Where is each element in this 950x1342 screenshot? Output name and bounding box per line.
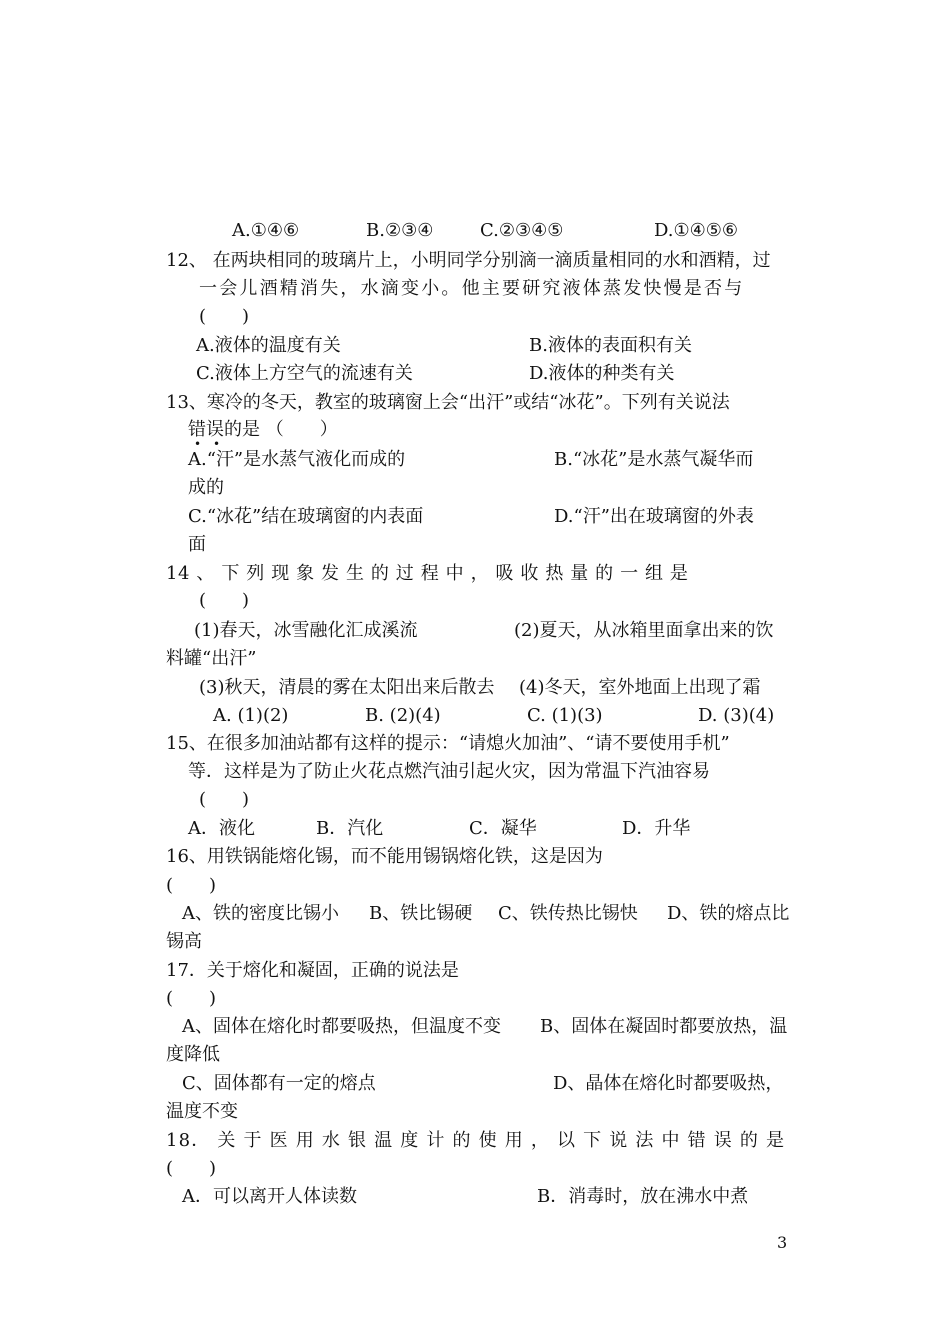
q11-option-b: B.②③④	[366, 220, 434, 241]
q12-option-b: B.液体的表面积有关	[529, 335, 692, 356]
q15-stem-line1: 15、在很多加油站都有这样的提示：“请熄火加油”、“请不要使用手机”	[166, 733, 730, 754]
q13-option-c: C.“冰花”结在玻璃窗的内表面	[188, 506, 424, 527]
q13-option-b: B.“冰花”是水蒸气凝华而	[554, 449, 754, 470]
q11-option-c: C.②③④⑤	[480, 220, 564, 241]
q15-answer-paren: ( )	[199, 789, 250, 810]
q14-stem-line1: 14 、 下 列 现 象 发 生 的 过 程 中 ， 吸 收 热 量 的 一 组 是	[166, 563, 689, 584]
q14-option-d: D. (3)(4)	[698, 705, 775, 726]
q14-item-1: (1)春天，冰雪融化汇成溪流	[194, 620, 418, 641]
q18-stem-line1: 18． 关 于 医 用 水 银 温 度 计 的 使 用 ， 以 下 说 法 中 错 误 的 是	[166, 1130, 786, 1151]
q14-option-a: A. (1)(2)	[213, 705, 289, 726]
q16-option-d: D、铁的熔点比	[667, 903, 790, 924]
q12-option-c: C.液体上方空气的流速有关	[196, 363, 413, 384]
q14-option-b: B. (2)(4)	[365, 705, 441, 726]
q11-option-d: D.①④⑤⑥	[654, 220, 739, 241]
q13-stem-line2: 错误的是 （ ）	[188, 419, 338, 440]
q12-stem-line2: 一会儿酒精消失，水滴变小。他主要研究液体蒸发快慢是否与	[199, 278, 745, 299]
q13-option-d-cont: 面	[188, 534, 206, 555]
q17-option-a: A、固体在熔化时都要吸热，但温度不变	[182, 1016, 501, 1037]
q17-option-b: B、固体在凝固时都要放热，温	[540, 1016, 788, 1037]
q14-item-3: (3)秋天，清晨的雾在太阳出来后散去	[199, 677, 495, 698]
q16-stem-line1: 16、用铁锅能熔化锡，而不能用锡锅熔化铁，这是因为	[166, 846, 603, 867]
emphasis-dot: •	[213, 437, 221, 451]
q16-option-a: A、铁的密度比锡小	[182, 903, 339, 924]
q14-item-2-cont: 料罐“出汗”	[166, 648, 257, 669]
q14-option-c: C. (1)(3)	[527, 705, 603, 726]
q12-option-d: D.液体的种类有关	[529, 363, 675, 384]
q14-answer-paren: ( )	[199, 590, 250, 611]
q17-option-d-cont: 温度不变	[166, 1101, 238, 1122]
q15-option-a: A．液化	[188, 818, 255, 839]
q16-option-b: B、铁比锡硬	[369, 903, 473, 924]
emphasis-dot: •	[194, 437, 202, 451]
q17-stem-line1: 17．关于熔化和凝固，正确的说法是	[166, 960, 459, 981]
q17-answer-paren: ( )	[166, 988, 217, 1009]
q17-option-c: C、固体都有一定的熔点	[182, 1073, 376, 1094]
q18-answer-paren: ( )	[166, 1158, 217, 1179]
q12-option-a: A.液体的温度有关	[196, 335, 341, 356]
q18-option-a: A．可以离开人体读数	[182, 1186, 357, 1207]
q17-option-b-cont: 度降低	[166, 1044, 220, 1065]
q17-option-d: D、晶体在熔化时都要吸热，	[553, 1073, 784, 1094]
q14-item-2: (2)夏天，从冰箱里面拿出来的饮	[514, 620, 774, 641]
q14-item-4: (4)冬天，室外地面上出现了霜	[519, 677, 761, 698]
q16-option-c: C、铁传热比锡快	[498, 903, 638, 924]
q13-option-b-cont: 成的	[188, 477, 224, 498]
q11-option-a: A.①④⑥	[232, 220, 300, 241]
q16-answer-paren: ( )	[166, 875, 217, 896]
q15-stem-line2: 等．这样是为了防止火花点燃汽油引起火灾，因为常温下汽油容易	[188, 761, 710, 782]
q16-option-d-cont: 锡高	[166, 931, 202, 952]
q18-option-b: B．消毒时，放在沸水中煮	[537, 1186, 749, 1207]
q13-option-d: D.“汗”出在玻璃窗的外表	[554, 506, 754, 527]
q15-option-d: D．升华	[622, 818, 691, 839]
q13-option-a: A.“汗”是水蒸气液化而成的	[188, 449, 406, 470]
q13-stem-line1: 13、寒冷的冬天，教室的玻璃窗上会“出汗”或结“冰花”。下列有关说法	[166, 392, 730, 413]
page-number: 3	[777, 1233, 788, 1252]
q12-stem-line1: 12、 在两块相同的玻璃片上，小明同学分别滴一滴质量相同的水和酒精，过	[166, 250, 771, 271]
q15-option-c: C．凝华	[469, 818, 537, 839]
q15-option-b: B．汽化	[316, 818, 384, 839]
q12-answer-paren: ( )	[199, 306, 250, 327]
